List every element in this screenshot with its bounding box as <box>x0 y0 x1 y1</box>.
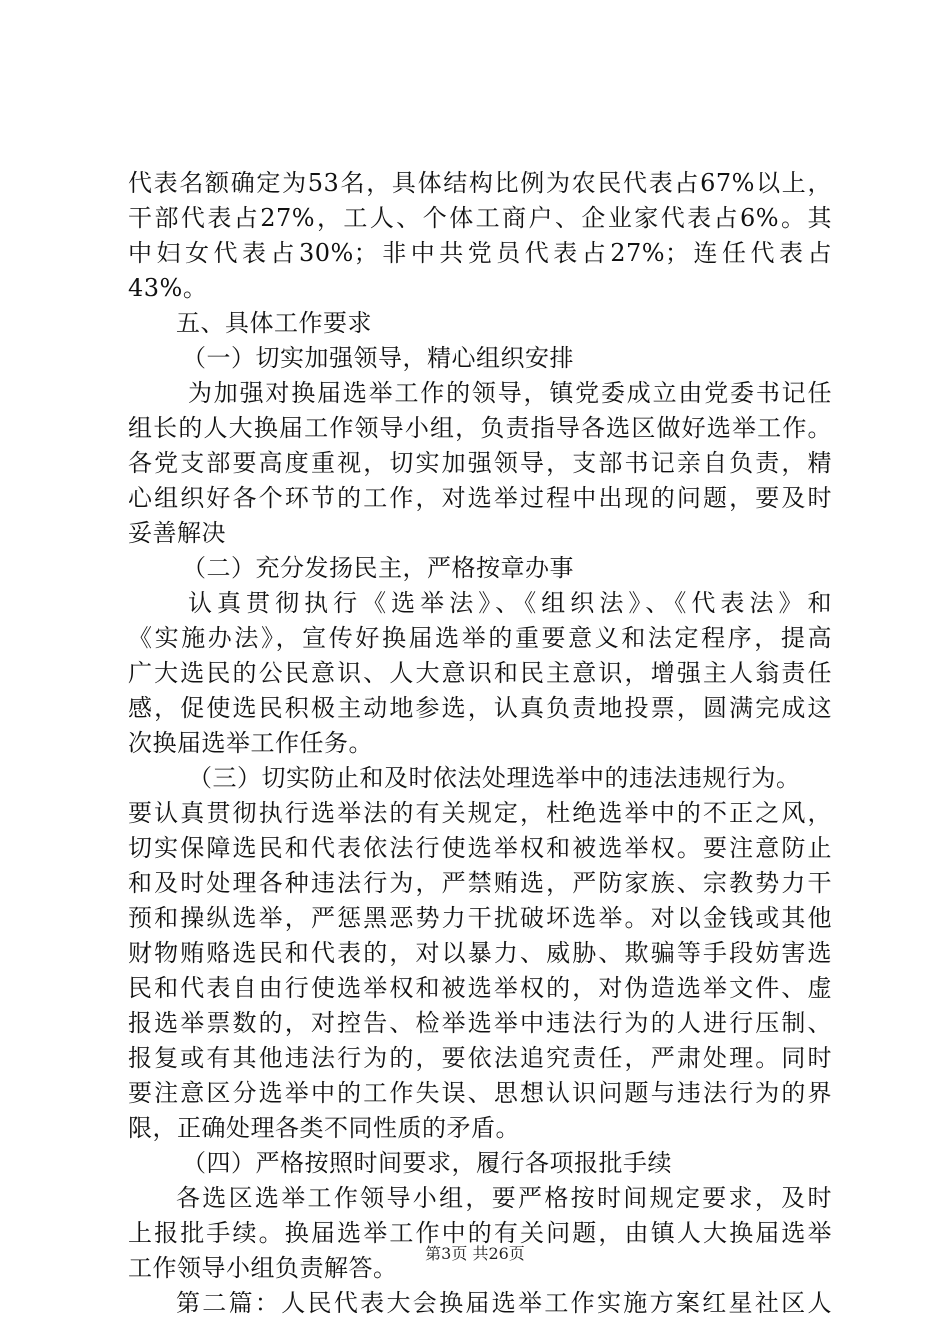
document-body <box>128 166 832 1321</box>
text-line: 和及时处理各种违法行为，严禁贿选，严防家族、宗教势力干 <box>128 869 832 897</box>
text-line: 次换届选举工作任务。 <box>128 729 373 757</box>
text-line: 切实保障选民和代表依法行使选举权和被选举权。要注意防止 <box>128 834 832 862</box>
section-heading: 五、具体工作要求 <box>176 309 372 337</box>
text-line: 干部代表占27%，工人、个体工商户、企业家代表占6%。其 <box>128 204 832 232</box>
text-line: 限，正确处理各类不同性质的矛盾。 <box>128 1114 520 1142</box>
text-line: 各选区选举工作领导小组，要严格按时间规定要求，及时 <box>176 1184 832 1212</box>
text-line: 报选举票数的，对控告、检举选举中违法行为的人进行压制、 <box>128 1009 832 1037</box>
text-line: 妥善解决 <box>128 519 226 547</box>
text-line: 预和操纵选举，严惩黑恶势力干扰破坏选举。对以金钱或其他 <box>128 904 832 932</box>
subsection-heading: （二）充分发扬民主，严格按章办事 <box>182 554 574 582</box>
text-line: 中妇女代表占30%；非中共党员代表占27%；连任代表占 <box>128 239 832 267</box>
subsection-heading: （一）切实加强领导，精心组织安排 <box>182 344 574 372</box>
text-line: 要认真贯彻执行选举法的有关规定，杜绝选举中的不正之风， <box>128 799 832 827</box>
text-line: 43%。 <box>128 274 208 302</box>
text-line: 报复或有其他违法行为的，要依法追究责任，严肃处理。同时 <box>128 1044 832 1072</box>
subsection-heading: （三）切实防止和及时依法处理选举中的违法违规行为。 <box>188 764 801 792</box>
text-line: 《实施办法》，宣传好换届选举的重要意义和法定程序，提高 <box>128 624 832 652</box>
text-line: 第二篇：人民代表大会换届选举工作实施方案红星社区人 <box>176 1289 832 1317</box>
text-line: 各党支部要高度重视，切实加强领导，支部书记亲自负责，精 <box>128 449 832 477</box>
text-line: 认真贯彻执行《选举法》、《组织法》、《代表法》和 <box>188 589 832 617</box>
page-footer: 第3页 共26页 <box>425 1244 525 1263</box>
text-line: 感，促使选民积极主动地参选，认真负责地投票，圆满完成这 <box>128 694 832 722</box>
text-line: 心组织好各个环节的工作，对选举过程中出现的问题，要及时 <box>128 484 832 512</box>
subsection-heading: （四）严格按照时间要求，履行各项报批手续 <box>182 1149 672 1177</box>
text-line: 财物贿赂选民和代表的，对以暴力、威胁、欺骗等手段妨害选 <box>128 939 832 967</box>
text-line: 广大选民的公民意识、人大意识和民主意识，增强主人翁责任 <box>128 659 832 687</box>
text-line: 民和代表自由行使选举权和被选举权的，对伪造选举文件、虚 <box>128 974 832 1002</box>
text-line: 上报批手续。换届选举工作中的有关问题，由镇人大换届选举 <box>128 1219 832 1247</box>
text-line: 为加强对换届选举工作的领导，镇党委成立由党委书记任 <box>188 379 832 407</box>
text-line: 要注意区分选举中的工作失误、思想认识问题与违法行为的界 <box>128 1079 832 1107</box>
text-line: 代表名额确定为53名，具体结构比例为农民代表占67%以上， <box>128 169 832 197</box>
text-line: 工作领导小组负责解答。 <box>128 1254 398 1282</box>
text-line: 组长的人大换届工作领导小组，负责指导各选区做好选举工作。 <box>128 414 832 442</box>
